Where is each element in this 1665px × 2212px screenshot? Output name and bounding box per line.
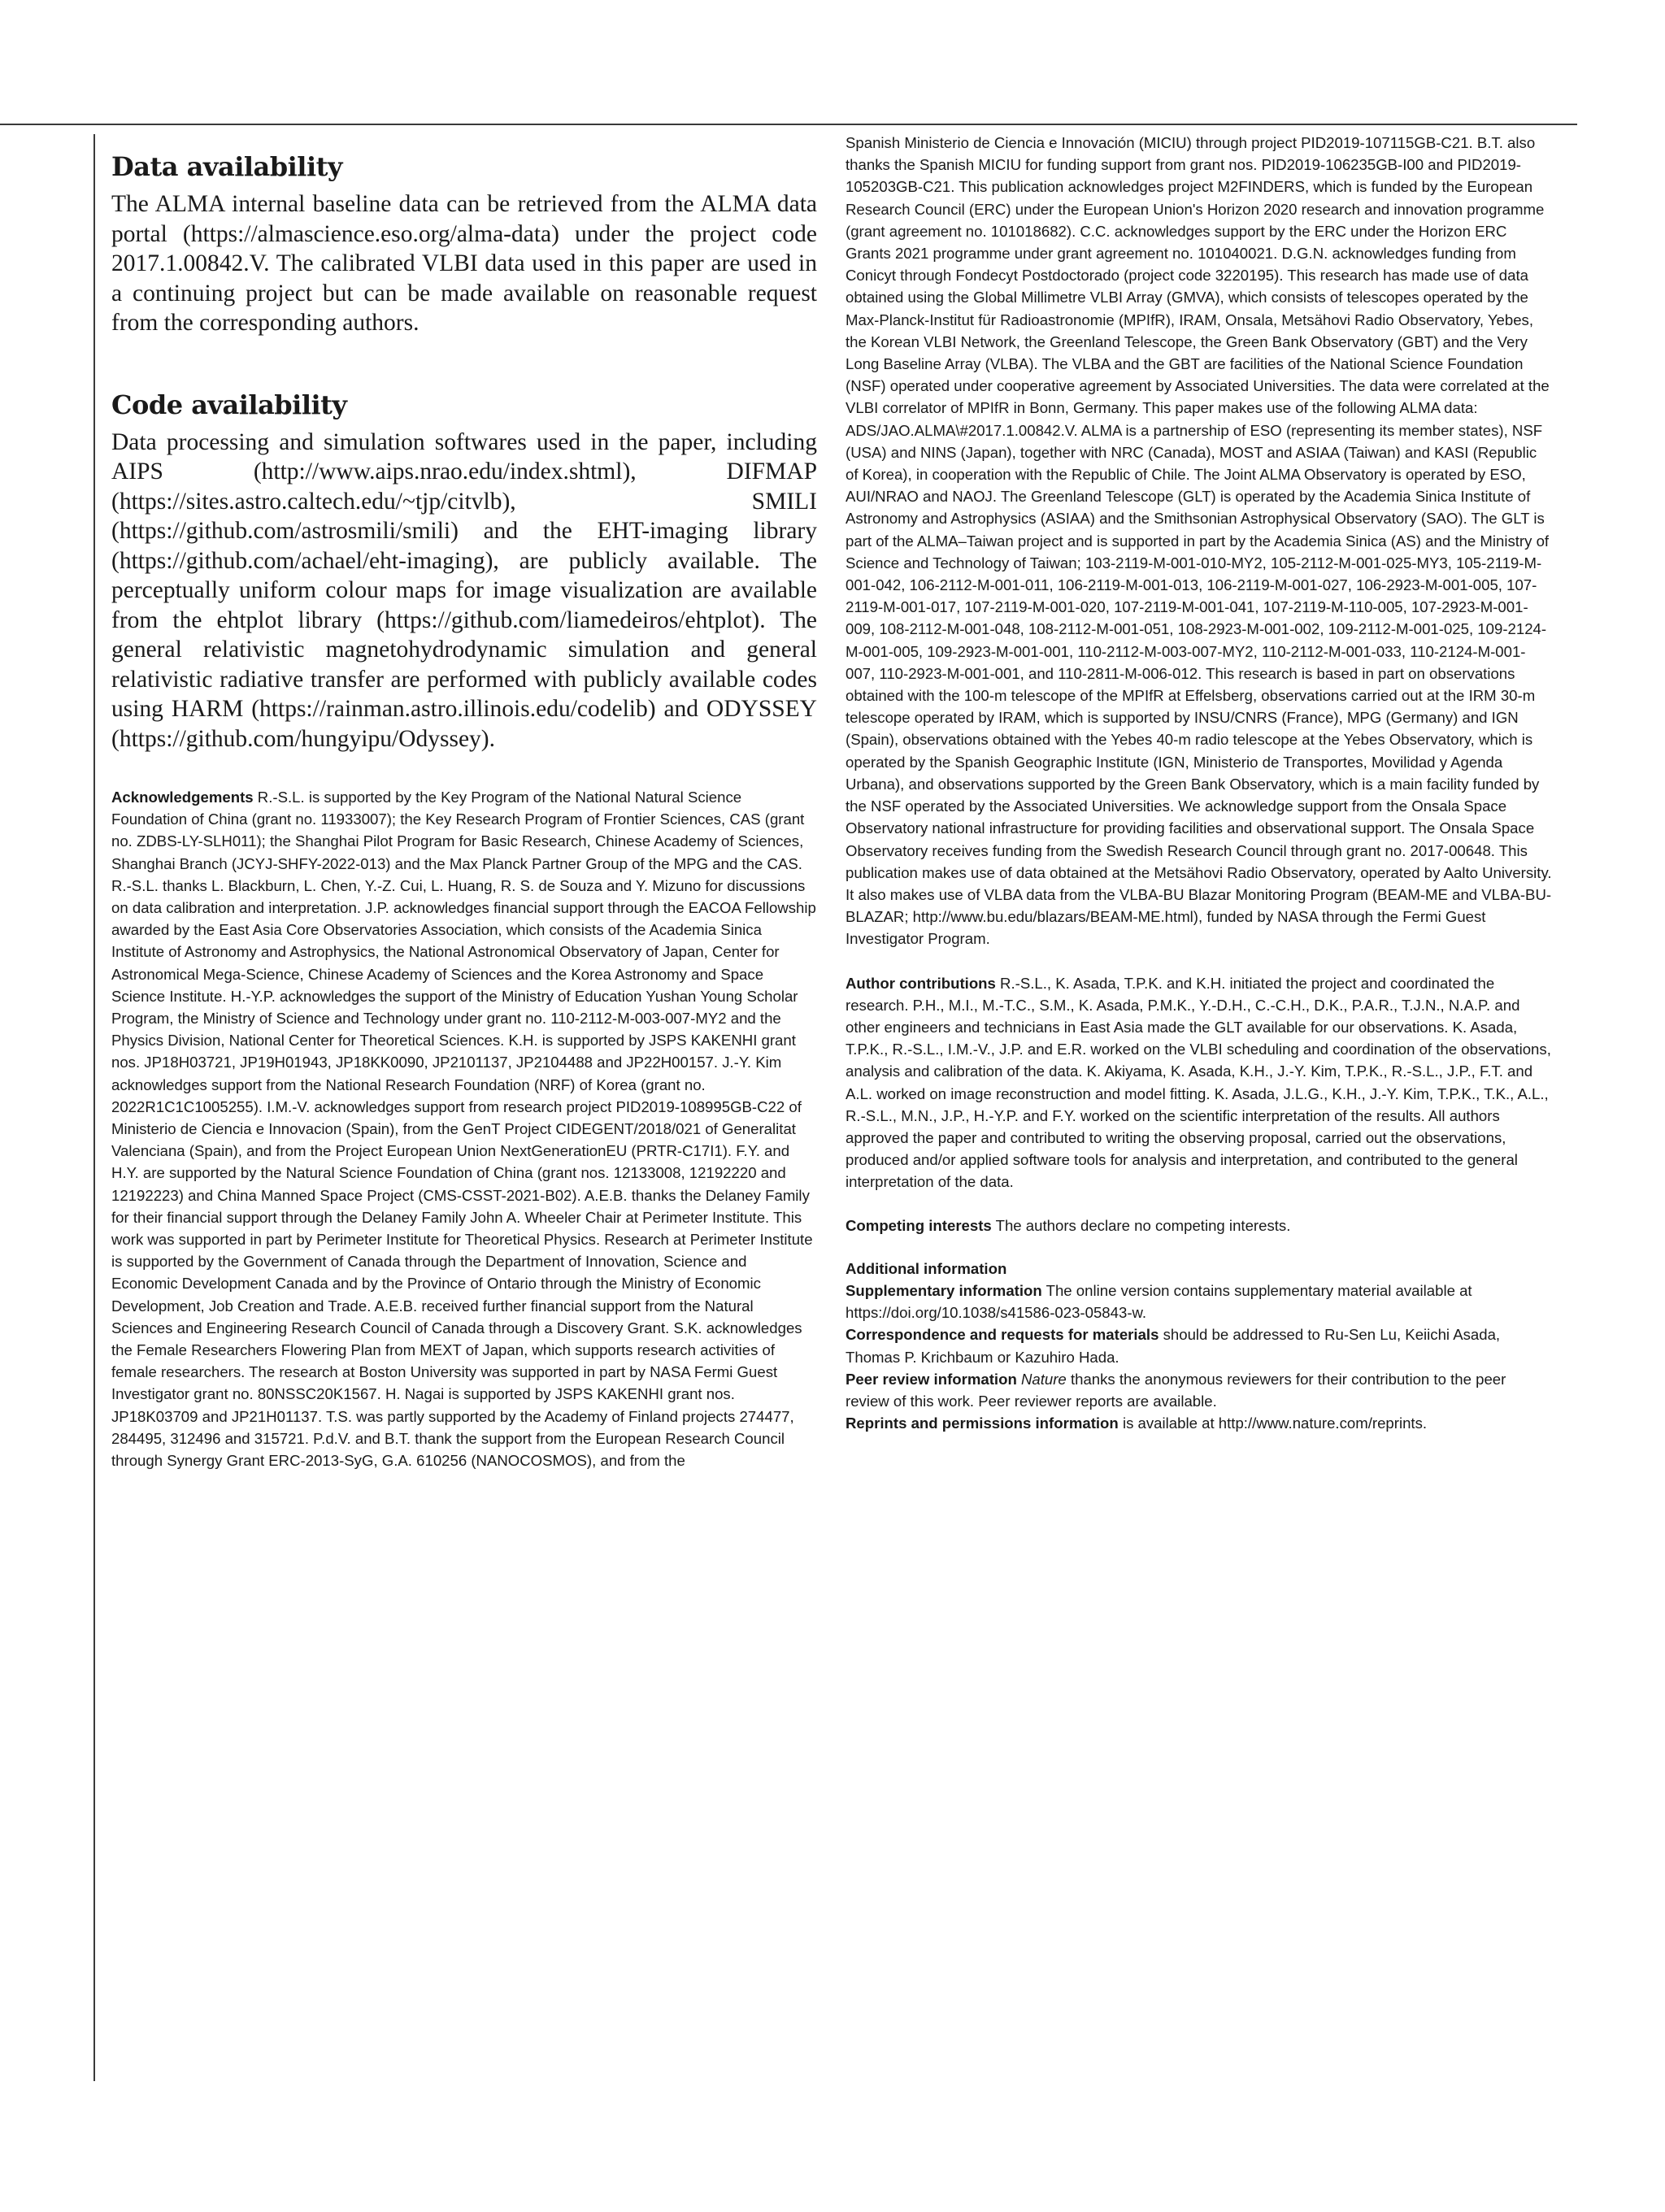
additional-information-section bbox=[846, 1258, 1553, 1435]
peer-review-information bbox=[846, 1368, 1553, 1412]
correspondence-body: should be addressed to Ru-Sen Lu, Keiichi Asada, Thomas P. Krichbaum or Kazuhiro Hada. bbox=[846, 1326, 1501, 1366]
correspondence-information bbox=[846, 1323, 1553, 1367]
additional-information-heading: Additional information bbox=[846, 1259, 1007, 1277]
data-availability-section bbox=[111, 150, 817, 338]
correspondence-lead: Correspondence and requests for materials bbox=[846, 1326, 1159, 1344]
code-availability-section bbox=[111, 389, 817, 754]
code-availability-heading: Code availability bbox=[111, 389, 347, 420]
right-column bbox=[846, 132, 1553, 1434]
competing-interests-lead: Competing interests bbox=[846, 1216, 992, 1234]
reprints-lead: Reprints and permissions information bbox=[846, 1415, 1119, 1432]
data-availability-heading: Data availability bbox=[111, 151, 342, 182]
reprints-information bbox=[846, 1412, 1553, 1434]
supplementary-lead: Supplementary information bbox=[846, 1281, 1042, 1299]
author-contributions-body: R.-S.L., K. Asada, T.P.K. and K.H. initiated the project and coordinated the research. P.H., M.I., M.-T.C., S.M., K. Asada, P.M.K., Y.-D.H., C.-C.H., D.K., P.A.R., T.J.N., N.A.P. and other engineers and technicians in East Asia made the GLT available for our observations. K. Asada, T.P.K., R.-S.L., I.M.-V., J.P. and E.R. worked on the VLBI scheduling and coordination of the observations, analysis and calibration of the data. K. Akiyama, K. Asada, K.H., J.-Y. Kim, T.P.K., R.-S.L., J.P., F.T. and A.L. worked on image reconstruction and model fitting. K. Asada, J.L.G., K.H., J.-Y. Kim, T.P.K., T.K., A.L., R.-S.L., M.N., J.P., H.-Y.P. and F.Y. worked on the scientific interpretation of the results. All authors approved the paper and contributed to writing the observing proposal, carried out the observations, produced and/or applied software tools for analysis and interpretation, and contributed to the general interpretation of the data. bbox=[846, 974, 1551, 1191]
author-contributions-lead: Author contributions bbox=[846, 974, 996, 992]
code-availability-body: Data processing and simulation softwares used in the paper, including AIPS (http://www.aips.nrao.edu/index.shtml), DIFMAP (https://sites.astro.caltech.edu/~tjp/citvlb), SMILI (https://github.com/astrosmili/smili) and the EHT-imaging library (https://github.com/achael/eht-imaging), are publicly available. The perceptually uniform colour maps for image visualization are available from the ehtplot library (https://github.com/liamedeiros/ehtplot). The general relativistic magnetohydrodynamic simulation and general relativistic radiative transfer are performed with publicly available codes using HARM (https://rainman.astro.illinois.edu/codelib) and ODYSSEY (https://github.com/hungyipu/Odyssey). bbox=[111, 428, 817, 752]
acknowledgements-lead: Acknowledgements bbox=[111, 789, 254, 806]
peer-review-body: thanks the anonymous reviewers for their contribution to the peer review of this work. Peer reviewer reports are available. bbox=[846, 1370, 1506, 1410]
acknowledgements-continued: Spanish Ministerio de Ciencia e Innovación (MICIU) through project PID2019-107115GB-C21. B.T. also thanks the Spanish MICIU for funding support from grant nos. PID2019-106235GB-I00 and PID2019-105203GB-C21. This publication acknowledges project M2FINDERS, which is funded by the European Research Council (ERC) under the European Union's Horizon 2020 research and innovation programme (grant agreement no. 101018682). C.C. acknowledges support by the ERC under the Horizon ERC Grants 2021 programme under grant agreement no. 101040021. D.G.N. acknowledges funding from Conicyt through Fondecyt Postdoctorado (project code 3220195). This research has made use of data obtained using the Global Millimetre VLBI Array (GMVA), which consists of telescopes operated by the Max-Planck-Institut für Radioastronomie (MPIfR), IRAM, Onsala, Metsähovi Radio Observatory, Yebes, the Korean VLBI Network, the Greenland Telescope, the Green Bank Observatory (GBT) and the Very Long Baseline Array (VLBA). The VLBA and the GBT are facilities of the National Science Foundation (NSF) operated under cooperative agreement by Associated Universities. The data were correlated at the VLBI correlator of MPIfR in Bonn, Germany. This paper makes use of the following ALMA data: ADS/JAO.ALMA\#2017.1.00842.V. ALMA is a partnership of ESO (representing its member states), NSF (USA) and NINS (Japan), together with NRC (Canada), MOST and ASIAA (Taiwan) and KASI (Republic of Korea), in cooperation with the Republic of Chile. The Joint ALMA Observatory is operated by ESO, AUI/NRAO and NAOJ. The Greenland Telescope (GLT) is operated by the Academia Sinica Institute of Astronomy and Astrophysics (ASIAA) and the Smithsonian Astrophysical Observatory (SAO). The GLT is part of the ALMA–Taiwan project and is supported in part by the Academia Sinica (AS) and the Ministry of Science and Technology of Taiwan; 103-2119-M-001-010-MY2, 105-2112-M-001-025-MY3, 105-2119-M-001-042, 106-2112-M-001-011, 106-2119-M-001-013, 106-2119-M-001-027, 106-2923-M-001-005, 107-2119-M-001-017, 107-2119-M-001-020, 107-2119-M-001-041, 107-2119-M-110-005, 107-2923-M-001-009, 108-2112-M-001-048, 108-2112-M-001-051, 108-2923-M-001-002, 109-2112-M-001-025, 109-2124-M-001-005, 109-2923-M-001-001, 110-2112-M-003-007-MY2, 110-2112-M-001-033, 110-2124-M-001-007, 110-2923-M-001-001, and 110-2811-M-006-012. This research is based in part on observations obtained with the 100-m telescope of the MPIfR at Effelsberg, observations carried out at the IRM 30-m telescope operated by IRAM, which is supported by INSU/CNRS (France), MPG (Germany) and IGN (Spain), observations obtained with the Yebes 40-m radio telescope at the Yebes Observatory, which is operated by the Spanish Geographic Institute (IGN, Ministerio de Transportes, Movilidad y Agenda Urbana), and observations supported by the Green Bank Observatory, which is a main facility funded by the NSF operated by the Associated Universities. We acknowledge support from the Onsala Space Observatory national infrastructure for providing facilities and observational support. The Onsala Space Observatory receives funding from the Swedish Research Council through grant no. 2017-00648. This publication makes use of data obtained at the Metsähovi Radio Observatory, operated by Aalto University. It also makes use of VLBA data from the VLBA-BU Blazar Monitoring Program (BEAM-ME and VLBA-BU-BLAZAR; http://www.bu.edu/blazars/BEAM-ME.html), funded by NASA through the Fermi Guest Investigator Program. bbox=[846, 134, 1552, 948]
acknowledgements-paragraph bbox=[111, 786, 817, 1471]
supplementary-body: The online version contains supplementary material available at https://doi.org/10.1038/s41586-023-05843-w. bbox=[846, 1281, 1472, 1322]
top-rule bbox=[0, 124, 1577, 125]
left-margin-rule bbox=[93, 134, 95, 2081]
data-availability-body: The ALMA internal baseline data can be retrieved from the ALMA data portal (https://almascience.eso.org/alma-data) under the project code 2017.1.00842.V. The calibrated VLBI data used in this paper are used in a continuing project but can be made available on reasonable request from the corresponding authors. bbox=[111, 191, 817, 336]
peer-review-journal: Nature bbox=[1020, 1370, 1067, 1388]
peer-review-lead: Peer review information bbox=[846, 1370, 1017, 1388]
reprints-body: is available at http://www.nature.com/reprints. bbox=[1118, 1415, 1428, 1432]
supplementary-information bbox=[846, 1280, 1553, 1323]
competing-interests-body: The authors declare no competing interests. bbox=[991, 1216, 1291, 1234]
author-contributions-paragraph bbox=[846, 972, 1553, 1193]
left-column bbox=[111, 150, 817, 1471]
competing-interests-paragraph bbox=[846, 1215, 1553, 1236]
acknowledgements-body-left: R.-S.L. is supported by the Key Program of the National Natural Science Foundation of China (grant no. 11933007); the Key Research Program of Frontier Sciences, CAS (grant no. ZDBS-LY-SLH011); the Shanghai Pilot Program for Basic Research, Chinese Academy of Sciences, Shanghai Branch (JCYJ-SHFY-2022-013) and the Max Planck Partner Group of the MPG and the CAS. R.-S.L. thanks L. Blackburn, L. Chen, Y.-Z. Cui, L. Huang, R. S. de Souza and Y. Mizuno for discussions on data calibration and interpretation. J.P. acknowledges financial support through the EACOA Fellowship awarded by the East Asia Core Observatories Association, which consists of the Academia Sinica Institute of Astronomy and Astrophysics, the National Astronomical Observatory of Japan, Center for Astronomical Mega-Science, Chinese Academy of Sciences and the Korea Astronomy and Space Science Institute. H.-Y.P. acknowledges the support of the Ministry of Education Yushan Young Scholar Program, the Ministry of Science and Technology under grant no. 110-2112-M-003-007-MY2 and the Physics Division, National Center for Theoretical Sciences. K.H. is supported by JSPS KAKENHI grant nos. JP18H03721, JP19H01943, JP18KK0090, JP2101137, JP2104488 and JP22H00157. J.-Y. Kim acknowledges support from the National Research Foundation (NRF) of Korea (grant no. 2022R1C1C1005255). I.M.-V. acknowledges support from research project PID2019-108995GB-C22 of Ministerio de Ciencia e Innovacion (Spain), from the GenT Project CIDEGENT/2018/021 of Generalitat Valenciana (Spain), and from the Project European Union NextGenerationEU (PRTR-C17I1). F.Y. and H.Y. are supported by the Natural Science Foundation of China (grant nos. 12133008, 12192220 and 12192223) and China Manned Space Project (CMS-CSST-2021-B02). A.E.B. thanks the Delaney Family for their financial support through the Delaney Family John A. Wheeler Chair at Perimeter Institute. This work was supported in part by Perimeter Institute for Theoretical Physics. Research at Perimeter Institute is supported by the Government of Canada through the Department of Innovation, Science and Economic Development Canada and by the Province of Ontario through the Ministry of Economic Development, Job Creation and Trade. A.E.B. received further financial support from the Natural Sciences and Engineering Research Council of Canada through a Discovery Grant. S.K. acknowledges the Female Researchers Flowering Plan from MEXT of Japan, which supports research activities of female researchers. The research at Boston University was supported in part by NASA Fermi Guest Investigator grant no. 80NSSC20K1567. H. Nagai is supported by JSPS KAKENHI grant nos. JP18K03709 and JP21H01137. T.S. was partly supported by the Academy of Finland projects 274477, 284495, 312496 and 315721. P.d.V. and B.T. thank the support from the European Research Council through Synergy Grant ERC-2013-SyG, G.A. 610256 (NANOCOSMOS), and from the bbox=[111, 789, 816, 1470]
